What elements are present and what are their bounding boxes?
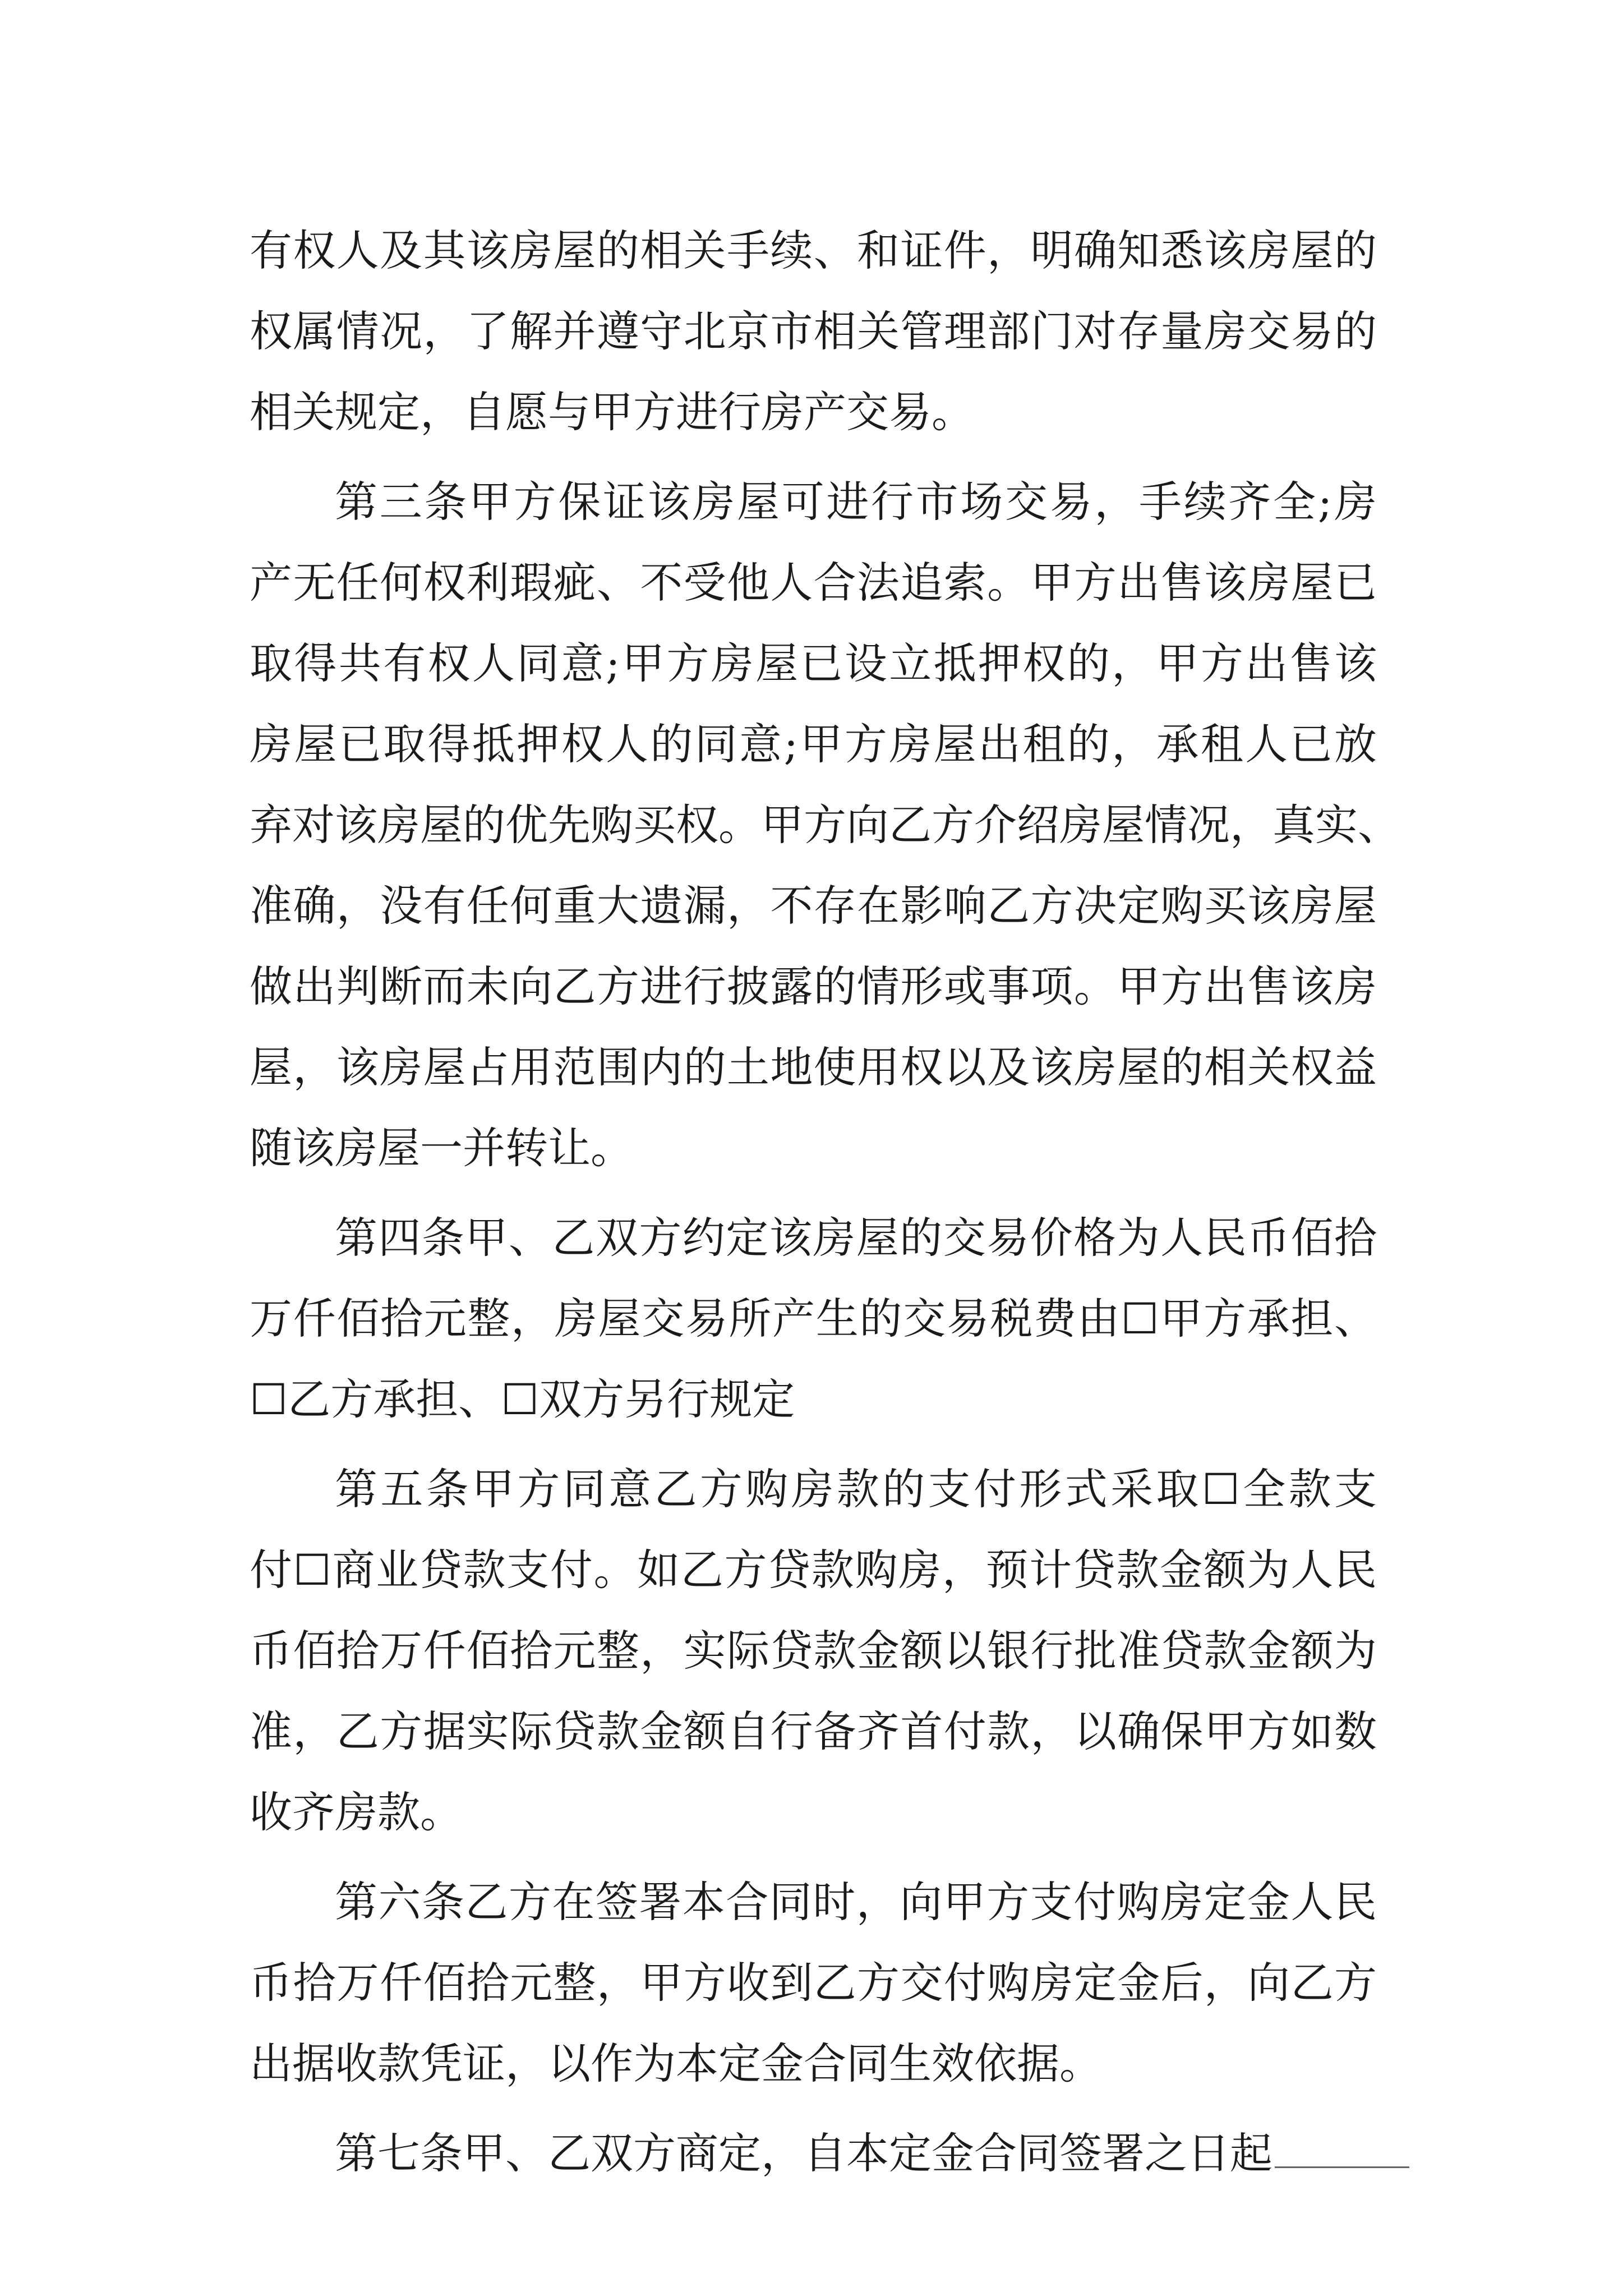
text-line: 相关规定，自愿与甲方进行房产交易。 xyxy=(250,387,974,437)
fill-in-blank xyxy=(1275,2133,1409,2168)
text-line: 准，乙方据实际贷款金额自行备齐首付款，以确保甲方如数 xyxy=(250,1706,1377,1756)
contract-body xyxy=(250,210,1400,2194)
text-line: 币佰拾万仟佰拾元整，实际贷款金额以银行批准贷款金额为 xyxy=(250,1626,1377,1676)
text-line: 做出判断而未向乙方进行披露的情形或事项。甲方出售该房 xyxy=(250,961,1377,1011)
text-line: 万仟佰拾元整，房屋交易所产生的交易税费由☐甲方承担、 xyxy=(250,1294,1377,1343)
text-line: 房屋已取得抵押权人的同意;甲方房屋出租的，承租人已放 xyxy=(250,719,1377,769)
paragraph-article-3 xyxy=(250,462,1400,1189)
text-line: 第五条甲方同意乙方购房款的支付形式采取☐全款支 xyxy=(335,1464,1377,1514)
text-line: 取得共有权人同意;甲方房屋已设立抵押权的，甲方出售该 xyxy=(250,638,1377,688)
text-line: 付☐商业贷款支付。如乙方贷款购房，预计贷款金额为人民 xyxy=(250,1545,1377,1595)
text-line: 随该房屋一并转让。 xyxy=(250,1123,633,1173)
article-7-text: 第七条甲、乙双方商定，自本定金合同签署之日起 xyxy=(335,2128,1272,2178)
text-line: 收齐房款。 xyxy=(250,1787,463,1837)
text-line: ☐乙方承担、☐双方另行规定 xyxy=(250,1374,795,1424)
paragraph-article-5 xyxy=(250,1449,1377,1853)
text-line: 权属情况，了解并遵守北京市相关管理部门对存量房交易的 xyxy=(250,306,1377,356)
text-line: 有权人及其该房屋的相关手续、和证件，明确知悉该房屋的 xyxy=(250,226,1377,275)
paragraph-continuation xyxy=(250,210,1377,453)
text-line: 币拾万仟佰拾元整，甲方收到乙方交付购房定金后，向乙方 xyxy=(250,1958,1377,2008)
text-line: 第三条甲方保证该房屋可进行市场交易，手续齐全;房 xyxy=(335,477,1377,527)
paragraph-article-6 xyxy=(250,1862,1377,2104)
text-line: 弃对该房屋的优先购买权。甲方向乙方介绍房屋情况，真实、 xyxy=(250,800,1400,850)
text-line: 出据收款凭证，以作为本定金合同生效依据。 xyxy=(250,2039,1102,2088)
text-line: 准确，没有任何重大遗漏，不存在影响乙方决定购买该房屋 xyxy=(250,881,1377,931)
text-line: 产无任何权利瑕疵、不受他人合法追索。甲方出售该房屋已 xyxy=(250,558,1377,608)
paragraph-article-4 xyxy=(250,1198,1377,1440)
text-line: 第四条甲、乙双方约定该房屋的交易价格为人民币佰拾 xyxy=(335,1213,1377,1263)
text-line: 第六条乙方在签署本合同时，向甲方支付购房定金人民 xyxy=(335,1877,1377,1927)
text-line xyxy=(250,2113,1377,2194)
text-line: 屋，该房屋占用范围内的土地使用权以及该房屋的相关权益 xyxy=(250,1042,1377,1092)
paragraph-article-7 xyxy=(250,2113,1377,2194)
